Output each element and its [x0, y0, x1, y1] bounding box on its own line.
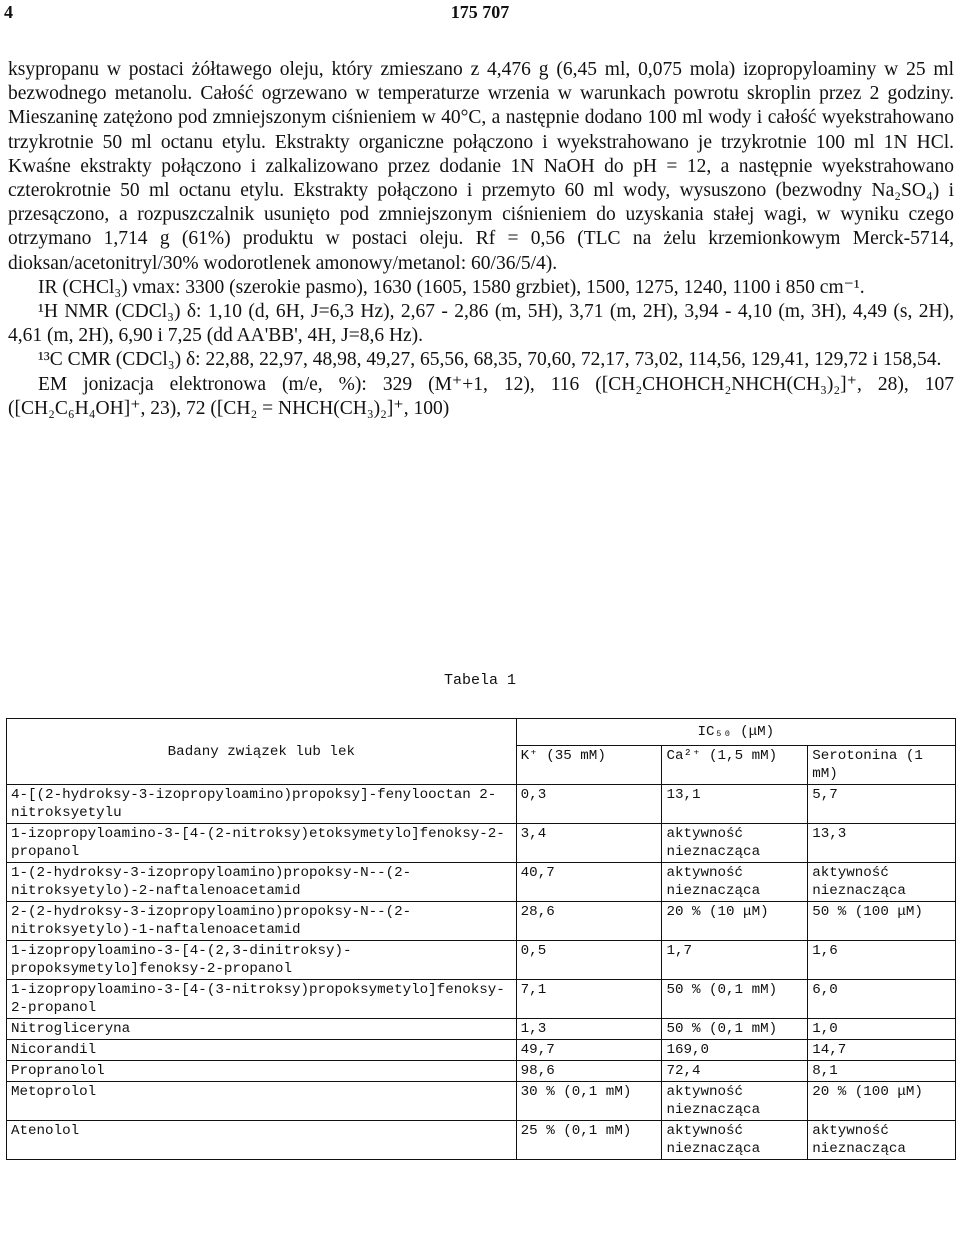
k-value-cell: 3,4 — [516, 824, 662, 863]
compound-cell: Atenolol — [7, 1121, 517, 1160]
table-row — [7, 902, 956, 941]
compound-cell: 1-(2-hydroksy-3-izopropyloamino)propoksy-N--(2-nitroksyetylo)-2-naftalenoacetamid — [7, 863, 517, 902]
serotonin-value-cell: 5,7 — [808, 785, 956, 824]
table-row — [7, 1082, 956, 1121]
k-value-cell: 7,1 — [516, 980, 662, 1019]
header-serotonin: Serotonina (1 mM) — [808, 746, 956, 785]
cnmr-paragraph: ¹³C CMR (CDCl₃) δ: 22,88, 22,97, 48,98, 49,27, 65,56, 68,35, 70,60, 72,17, 73,02, 114,56, 129,41, 129,72 i 158,54. — [38, 349, 942, 371]
table-row — [7, 785, 956, 824]
k-value-cell: 49,7 — [516, 1040, 662, 1061]
compound-cell: Nicorandil — [7, 1040, 517, 1061]
ca-value-cell: 72,4 — [662, 1061, 808, 1082]
serotonin-value-cell: 14,7 — [808, 1040, 956, 1061]
compound-cell: Nitrogliceryna — [7, 1019, 517, 1040]
table-row — [7, 824, 956, 863]
table-row — [7, 1061, 956, 1082]
k-value-cell: 1,3 — [516, 1019, 662, 1040]
k-value-cell: 25 % (0,1 mM) — [516, 1121, 662, 1160]
table-body — [7, 785, 956, 1160]
serotonin-value-cell: 1,6 — [808, 941, 956, 980]
document-number: 175 707 — [450, 2, 510, 22]
ca-value-cell: 1,7 — [662, 941, 808, 980]
hnmr-paragraph: ¹H NMR (CDCl₃) δ: 1,10 (d, 6H, J=6,3 Hz), 2,67 - 2,86 (m, 5H), 3,71 (m, 2H), 3,94 - 4,10 (m, 3H), 4,49 (s, 2H), 4,61 (m, 2H), 6,90 i 7,25 (dd AA'BB', 4H, J=8,6 Hz). — [8, 301, 954, 347]
k-value-cell: 30 % (0,1 mM) — [516, 1082, 662, 1121]
procedure-paragraph: ksypropanu w postaci żółtawego oleju, który zmieszano z 4,476 g (6,45 ml, 0,075 mola) izopropyloaminy w 25 ml bezwodnego metanolu. Całość ogrzewano w temperaturze wrzenia w warunkach powrotu skroplin przez 2 godziny. Mieszaninę zatężono pod zmniejszonym ciśnieniem w 40°C, a następnie dodano 100 ml wody i całość wyekstrahowano trzykrotnie 50 ml octanu etylu. Ekstrakty organiczne połączono i wyekstrahowano je trzykrotnie 100 ml 1N HCl. Kwaśne ekstrakty połączono i zalkalizowano przez dodanie 1N NaOH do pH = 12, a następnie wyekstrahowano czterokrotnie 50 ml octanu etylu. Ekstrakty połączono i przemyto 60 ml wody, wysuszono (bezwodny Na₂SO₄) i przesączono, a rozpuszczalnik usunięto pod zmniejszonym ciśnieniem do uzyskania stałej wagi, w wyniku czego otrzymano 1,714 g (61%) produktu w postaci oleju. Rf = 0,56 (TLC na żelu krzemionkowym Merck-5714, dioksan/acetonitryl/30% wodorotlenek amonowy/metanol: 60/36/5/4). — [8, 59, 954, 274]
table-row — [7, 1040, 956, 1061]
table-row — [7, 1019, 956, 1040]
serotonin-value-cell: 6,0 — [808, 980, 956, 1019]
table-row — [7, 941, 956, 980]
table-row — [7, 1121, 956, 1160]
table-row — [7, 980, 956, 1019]
header-compound: Badany związek lub lek — [7, 719, 517, 785]
ir-paragraph: IR (CHCl₃) νmax: 3300 (szerokie pasmo), 1630 (1605, 1580 grzbiet), 1500, 1275, 1240, 1100 i 850 cm⁻¹. — [38, 276, 865, 298]
serotonin-value-cell: 1,0 — [808, 1019, 956, 1040]
header-ca: Ca²⁺ (1,5 mM) — [662, 746, 808, 785]
serotonin-value-cell: 50 % (100 μM) — [808, 902, 956, 941]
table-header-row — [7, 719, 956, 746]
k-value-cell: 98,6 — [516, 1061, 662, 1082]
k-value-cell: 28,6 — [516, 902, 662, 941]
body-text — [8, 58, 954, 421]
compound-cell: Propranolol — [7, 1061, 517, 1082]
compound-cell: 1-izopropyloamino-3-[4-(2-nitroksy)etoksymetylo]fenoksy-2-propanol — [7, 824, 517, 863]
k-value-cell: 0,3 — [516, 785, 662, 824]
k-value-cell: 0,5 — [516, 941, 662, 980]
ca-value-cell: aktywność nieznacząca — [662, 824, 808, 863]
ms-paragraph: EM jonizacja elektronowa (m/e, %): 329 (M⁺+1, 12), 116 ([CH₂CHOHCH₂NHCH(CH₃)₂]⁺, 28), 107 ([CH₂C₆H₄OH]⁺, 23), 72 ([CH₂ = NHCH(CH₃)₂]⁺, 100) — [8, 373, 954, 419]
serotonin-value-cell: 13,3 — [808, 824, 956, 863]
compound-cell: 1-izopropyloamino-3-[4-(3-nitroksy)propoksymetylo]fenoksy-2-propanol — [7, 980, 517, 1019]
ca-value-cell: aktywność nieznacząca — [662, 1121, 808, 1160]
compound-cell: 2-(2-hydroksy-3-izopropyloamino)propoksy-N--(2-nitroksyetylo)-1-naftalenoacetamid — [7, 902, 517, 941]
header-k: K⁺ (35 mM) — [516, 746, 662, 785]
compound-cell: 4-[(2-hydroksy-3-izopropyloamino)propoksy]-fenylooctan 2-nitroksyetylu — [7, 785, 517, 824]
header-ic50: IC₅₀ (μM) — [516, 719, 955, 746]
ca-value-cell: 50 % (0,1 mM) — [662, 980, 808, 1019]
serotonin-value-cell: 20 % (100 μM) — [808, 1082, 956, 1121]
ca-value-cell: aktywność nieznacząca — [662, 863, 808, 902]
ca-value-cell: 20 % (10 μM) — [662, 902, 808, 941]
table-title: Tabela 1 — [443, 672, 516, 689]
page-number: 4 — [4, 2, 13, 22]
ca-value-cell: 13,1 — [662, 785, 808, 824]
ca-value-cell: 169,0 — [662, 1040, 808, 1061]
ca-value-cell: 50 % (0,1 mM) — [662, 1019, 808, 1040]
ca-value-cell: aktywność nieznacząca — [662, 1082, 808, 1121]
page-header — [0, 2, 960, 28]
results-table — [6, 718, 956, 1160]
serotonin-value-cell: aktywność nieznacząca — [808, 1121, 956, 1160]
compound-cell: 1-izopropyloamino-3-[4-(2,3-dinitroksy)-propoksymetylo]fenoksy-2-propanol — [7, 941, 517, 980]
serotonin-value-cell: aktywność nieznacząca — [808, 863, 956, 902]
k-value-cell: 40,7 — [516, 863, 662, 902]
compound-cell: Metoprolol — [7, 1082, 517, 1121]
serotonin-value-cell: 8,1 — [808, 1061, 956, 1082]
table-row — [7, 863, 956, 902]
